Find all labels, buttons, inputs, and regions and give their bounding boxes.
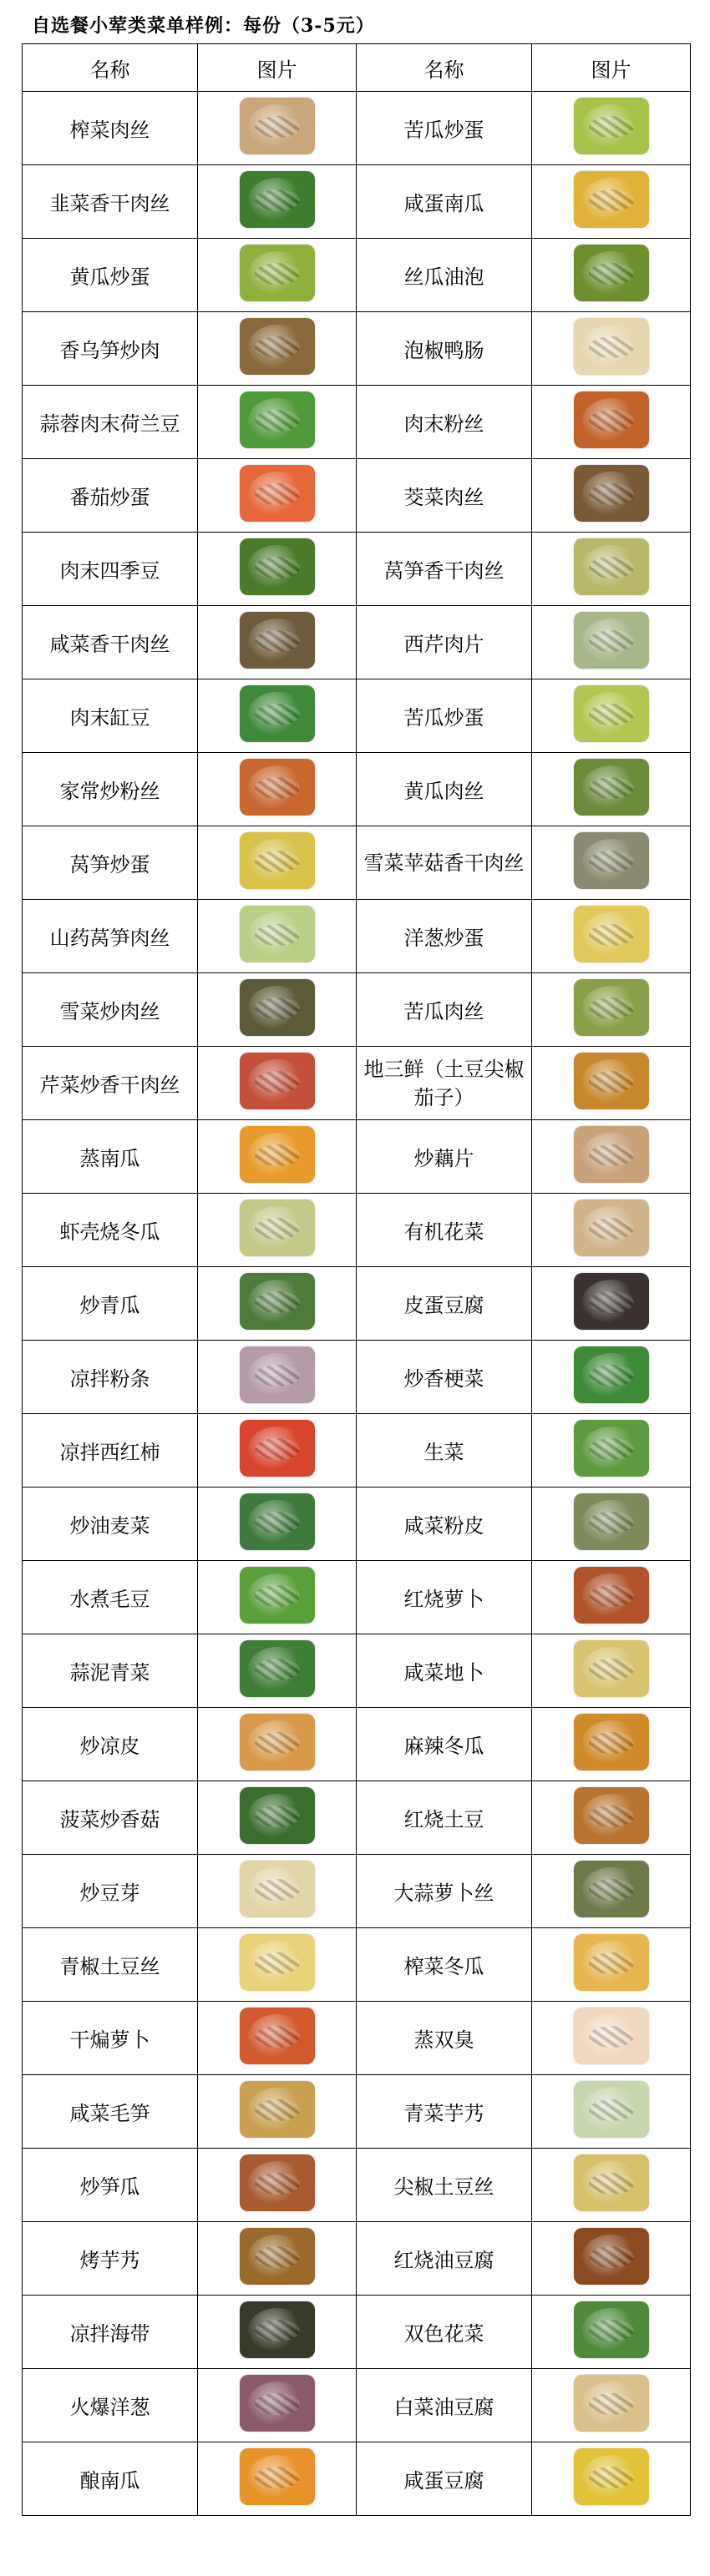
dish-name-left: 蒜蓉肉末荷兰豆	[23, 386, 198, 459]
dish-name-left: 蒸南瓜	[23, 1120, 198, 1194]
table-row	[23, 826, 691, 900]
dish-photo-cell-left	[198, 2296, 357, 2369]
dish-photo-cell-left	[198, 533, 357, 606]
table-row	[23, 533, 691, 606]
dish-photo-cell-left	[198, 1781, 357, 1855]
dish-photo	[240, 759, 315, 816]
dish-photo	[574, 2448, 649, 2505]
dish-name-right: 咸菜地卜	[357, 1634, 532, 1708]
dish-photo-cell-left	[198, 2222, 357, 2296]
dish-photo-cell-right	[532, 459, 691, 533]
dish-photo	[574, 98, 649, 154]
dish-photo-cell-right	[532, 606, 691, 679]
dish-name-right: 茭菜肉丝	[357, 459, 532, 533]
dish-photo-cell-right	[532, 533, 691, 606]
dish-photo-cell-left	[198, 679, 357, 753]
dish-name-right: 咸蛋豆腐	[357, 2442, 532, 2516]
dish-photo-cell-right	[532, 2222, 691, 2296]
dish-photo	[574, 1346, 649, 1403]
table-row	[23, 1561, 691, 1634]
dish-photo	[240, 171, 315, 228]
table-row	[23, 1855, 691, 1928]
dish-photo	[574, 2081, 649, 2138]
dish-name-left: 雪菜炒肉丝	[23, 973, 198, 1047]
dish-photo-cell-right	[532, 900, 691, 973]
dish-photo	[574, 1787, 649, 1844]
dish-photo-cell-left	[198, 1488, 357, 1561]
dish-name-left: 烤芋艿	[23, 2222, 198, 2296]
dish-photo-cell-right	[532, 1634, 691, 1708]
dish-photo-cell-right	[532, 1708, 691, 1781]
dish-photo	[574, 1200, 649, 1256]
dish-photo	[240, 538, 315, 595]
dish-name-right: 黄瓜肉丝	[357, 753, 532, 826]
dish-photo-cell-right	[532, 1267, 691, 1341]
dish-name-left: 芹菜炒香干肉丝	[23, 1047, 198, 1120]
dish-name-left: 黄瓜炒蛋	[23, 239, 198, 312]
dish-photo-cell-right	[532, 2442, 691, 2516]
table-row	[23, 92, 691, 165]
dish-photo	[574, 2154, 649, 2211]
table-row	[23, 679, 691, 753]
menu-table	[22, 43, 691, 2516]
table-row	[23, 1488, 691, 1561]
dish-photo-cell-right	[532, 1341, 691, 1414]
dish-photo	[574, 1273, 649, 1330]
dish-name-left: 火爆洋葱	[23, 2369, 198, 2442]
dish-name-left: 虾壳烧冬瓜	[23, 1194, 198, 1267]
dish-photo	[574, 2301, 649, 2358]
dish-name-right: 泡椒鸭肠	[357, 312, 532, 386]
dish-name-right: 苦瓜肉丝	[357, 973, 532, 1047]
dish-photo-cell-right	[532, 312, 691, 386]
dish-name-left: 家常炒粉丝	[23, 753, 198, 826]
header-name-right: 名称	[357, 44, 532, 92]
dish-photo	[574, 1934, 649, 1991]
dish-name-left: 肉末四季豆	[23, 533, 198, 606]
dish-name-left: 青椒土豆丝	[23, 1928, 198, 2002]
dish-name-right: 麻辣冬瓜	[357, 1708, 532, 1781]
dish-name-left: 肉末缸豆	[23, 679, 198, 753]
dish-photo-cell-left	[198, 1561, 357, 1634]
page-title: 自选餐小荤类菜单样例：每份（3-5元）	[32, 15, 375, 37]
dish-photo-cell-right	[532, 753, 691, 826]
dish-photo	[240, 2008, 315, 2064]
dish-photo	[574, 906, 649, 962]
dish-name-left: 榨菜肉丝	[23, 92, 198, 165]
dish-photo-cell-right	[532, 1488, 691, 1561]
dish-photo-cell-left	[198, 1267, 357, 1341]
dish-photo-cell-right	[532, 1194, 691, 1267]
dish-photo	[574, 1420, 649, 1477]
table-row	[23, 165, 691, 239]
dish-name-left: 酿南瓜	[23, 2442, 198, 2516]
dish-photo-cell-left	[198, 2075, 357, 2149]
table-row	[23, 2369, 691, 2442]
table-row	[23, 459, 691, 533]
dish-name-left: 炒油麦菜	[23, 1488, 198, 1561]
dish-photo-cell-left	[198, 1708, 357, 1781]
dish-photo-cell-right	[532, 1561, 691, 1634]
dish-photo	[574, 171, 649, 228]
dish-photo-cell-right	[532, 2075, 691, 2149]
header-image-left: 图片	[198, 44, 357, 92]
dish-photo	[240, 318, 315, 375]
dish-photo-cell-left	[198, 1855, 357, 1928]
dish-name-right: 皮蛋豆腐	[357, 1267, 532, 1341]
dish-photo	[240, 391, 315, 448]
dish-name-left: 凉拌西红柿	[23, 1414, 198, 1488]
table-row	[23, 386, 691, 459]
dish-name-right: 地三鲜（土豆尖椒茄子）	[357, 1047, 532, 1120]
table-row	[23, 1341, 691, 1414]
dish-photo	[574, 1126, 649, 1183]
dish-photo	[240, 1200, 315, 1256]
dish-name-right: 苦瓜炒蛋	[357, 679, 532, 753]
table-row	[23, 2222, 691, 2296]
dish-photo	[240, 1053, 315, 1109]
dish-photo	[240, 1787, 315, 1844]
dish-name-left: 蒜泥青菜	[23, 1634, 198, 1708]
dish-photo	[240, 2154, 315, 2211]
table-row	[23, 2296, 691, 2369]
dish-name-right: 红烧油豆腐	[357, 2222, 532, 2296]
dish-photo-cell-right	[532, 1928, 691, 2002]
dish-name-left: 咸菜毛笋	[23, 2075, 198, 2149]
dish-photo	[574, 979, 649, 1036]
dish-photo-cell-right	[532, 1047, 691, 1120]
table-row	[23, 312, 691, 386]
table-row	[23, 1928, 691, 2002]
dish-name-right: 咸蛋南瓜	[357, 165, 532, 239]
dish-name-left: 莴笋炒蛋	[23, 826, 198, 900]
table-row	[23, 606, 691, 679]
table-row	[23, 973, 691, 1047]
dish-photo	[574, 391, 649, 448]
dish-photo-cell-left	[198, 239, 357, 312]
dish-photo	[574, 685, 649, 742]
dish-name-left: 凉拌海带	[23, 2296, 198, 2369]
dish-photo-cell-right	[532, 1855, 691, 1928]
dish-name-right: 苦瓜炒蛋	[357, 92, 532, 165]
dish-photo-cell-right	[532, 973, 691, 1047]
dish-photo	[574, 759, 649, 816]
dish-photo	[574, 465, 649, 522]
dish-photo	[240, 98, 315, 154]
dish-name-right: 双色花菜	[357, 2296, 532, 2369]
dish-photo	[240, 2081, 315, 2138]
dish-photo	[574, 1714, 649, 1770]
dish-photo-cell-left	[198, 753, 357, 826]
table-row	[23, 1047, 691, 1120]
dish-photo	[240, 685, 315, 742]
dish-photo	[240, 1861, 315, 1917]
table-row	[23, 239, 691, 312]
dish-photo-cell-left	[198, 826, 357, 900]
dish-name-right: 洋葱炒蛋	[357, 900, 532, 973]
dish-photo-cell-left	[198, 2149, 357, 2222]
dish-name-right: 青菜芋艿	[357, 2075, 532, 2149]
dish-photo-cell-right	[532, 2369, 691, 2442]
dish-photo-cell-left	[198, 1414, 357, 1488]
dish-name-left: 炒豆芽	[23, 1855, 198, 1928]
dish-name-left: 水煮毛豆	[23, 1561, 198, 1634]
table-row	[23, 2442, 691, 2516]
dish-photo	[240, 906, 315, 962]
table-row	[23, 1267, 691, 1341]
dish-photo	[240, 1567, 315, 1624]
dish-name-right: 大蒜萝卜丝	[357, 1855, 532, 1928]
dish-name-left: 番茄炒蛋	[23, 459, 198, 533]
dish-photo-cell-left	[198, 165, 357, 239]
dish-photo-cell-left	[198, 1928, 357, 2002]
dish-photo	[240, 2301, 315, 2358]
table-row	[23, 1194, 691, 1267]
dish-photo	[574, 245, 649, 301]
dish-name-right: 有机花菜	[357, 1194, 532, 1267]
dish-photo	[574, 2228, 649, 2285]
dish-name-right: 红烧萝卜	[357, 1561, 532, 1634]
table-row	[23, 2075, 691, 2149]
dish-name-left: 山药莴笋肉丝	[23, 900, 198, 973]
dish-photo-cell-left	[198, 1194, 357, 1267]
dish-photo-cell-left	[198, 312, 357, 386]
dish-photo	[240, 2375, 315, 2432]
dish-photo	[240, 612, 315, 669]
table-row	[23, 900, 691, 973]
dish-photo	[574, 1640, 649, 1697]
dish-photo	[240, 2448, 315, 2505]
dish-photo-cell-left	[198, 386, 357, 459]
dish-photo-cell-right	[532, 1781, 691, 1855]
dish-name-right: 榨菜冬瓜	[357, 1928, 532, 2002]
dish-photo	[240, 1126, 315, 1183]
dish-photo-cell-right	[532, 386, 691, 459]
dish-photo	[240, 1714, 315, 1770]
dish-photo-cell-right	[532, 679, 691, 753]
dish-photo	[574, 538, 649, 595]
dish-photo-cell-right	[532, 165, 691, 239]
dish-photo	[240, 1346, 315, 1403]
dish-name-left: 凉拌粉条	[23, 1341, 198, 1414]
table-row	[23, 1414, 691, 1488]
dish-photo	[574, 2008, 649, 2064]
dish-photo	[240, 1934, 315, 1991]
dish-photo-cell-right	[532, 2002, 691, 2075]
table-row	[23, 2149, 691, 2222]
dish-name-right: 雪菜苹菇香干肉丝	[357, 826, 532, 900]
dish-photo	[240, 2228, 315, 2285]
dish-photo-cell-left	[198, 900, 357, 973]
dish-name-right: 红烧土豆	[357, 1781, 532, 1855]
dish-photo-cell-left	[198, 1341, 357, 1414]
dish-photo	[574, 832, 649, 889]
dish-photo	[574, 1493, 649, 1550]
dish-photo	[574, 1567, 649, 1624]
table-row	[23, 1120, 691, 1194]
dish-name-right: 莴笋香干肉丝	[357, 533, 532, 606]
dish-photo-cell-left	[198, 973, 357, 1047]
dish-name-left: 炒笋瓜	[23, 2149, 198, 2222]
dish-photo	[574, 1861, 649, 1917]
dish-photo	[240, 832, 315, 889]
table-row	[23, 1781, 691, 1855]
header-name-left: 名称	[23, 44, 198, 92]
dish-name-right: 炒藕片	[357, 1120, 532, 1194]
dish-photo	[240, 465, 315, 522]
dish-name-right: 咸菜粉皮	[357, 1488, 532, 1561]
dish-name-left: 韭菜香干肉丝	[23, 165, 198, 239]
dish-name-right: 丝瓜油泡	[357, 239, 532, 312]
dish-name-right: 肉末粉丝	[357, 386, 532, 459]
dish-name-right: 炒香梗菜	[357, 1341, 532, 1414]
dish-name-right: 白菜油豆腐	[357, 2369, 532, 2442]
dish-photo	[574, 1053, 649, 1109]
dish-photo-cell-right	[532, 239, 691, 312]
dish-photo-cell-left	[198, 2442, 357, 2516]
dish-name-right: 蒸双臭	[357, 2002, 532, 2075]
table-row	[23, 2002, 691, 2075]
dish-photo-cell-right	[532, 2149, 691, 2222]
dish-photo-cell-left	[198, 606, 357, 679]
dish-photo-cell-right	[532, 826, 691, 900]
dish-photo-cell-left	[198, 459, 357, 533]
dish-photo	[240, 1493, 315, 1550]
dish-name-right: 尖椒土豆丝	[357, 2149, 532, 2222]
table-row	[23, 753, 691, 826]
header-row	[23, 44, 691, 92]
dish-name-left: 炒青瓜	[23, 1267, 198, 1341]
menu-body	[23, 92, 691, 2516]
dish-name-left: 香乌笋炒肉	[23, 312, 198, 386]
table-row	[23, 1634, 691, 1708]
dish-name-left: 咸菜香干肉丝	[23, 606, 198, 679]
dish-photo	[240, 979, 315, 1036]
dish-photo-cell-left	[198, 1634, 357, 1708]
dish-photo-cell-left	[198, 1047, 357, 1120]
dish-name-left: 炒凉皮	[23, 1708, 198, 1781]
dish-photo	[240, 1640, 315, 1697]
dish-photo	[240, 1273, 315, 1330]
dish-photo	[240, 1420, 315, 1477]
dish-photo-cell-left	[198, 1120, 357, 1194]
dish-photo	[574, 318, 649, 375]
dish-photo-cell-right	[532, 1414, 691, 1488]
dish-photo	[574, 2375, 649, 2432]
dish-photo-cell-left	[198, 2002, 357, 2075]
dish-photo-cell-right	[532, 1120, 691, 1194]
header-image-right: 图片	[532, 44, 691, 92]
dish-photo-cell-left	[198, 92, 357, 165]
dish-name-right: 生菜	[357, 1414, 532, 1488]
dish-name-right: 西芹肉片	[357, 606, 532, 679]
dish-name-left: 干煸萝卜	[23, 2002, 198, 2075]
table-row	[23, 1708, 691, 1781]
dish-photo-cell-right	[532, 92, 691, 165]
dish-photo	[240, 245, 315, 301]
dish-photo-cell-left	[198, 2369, 357, 2442]
dish-photo	[574, 612, 649, 669]
dish-photo-cell-right	[532, 2296, 691, 2369]
dish-name-left: 菠菜炒香菇	[23, 1781, 198, 1855]
